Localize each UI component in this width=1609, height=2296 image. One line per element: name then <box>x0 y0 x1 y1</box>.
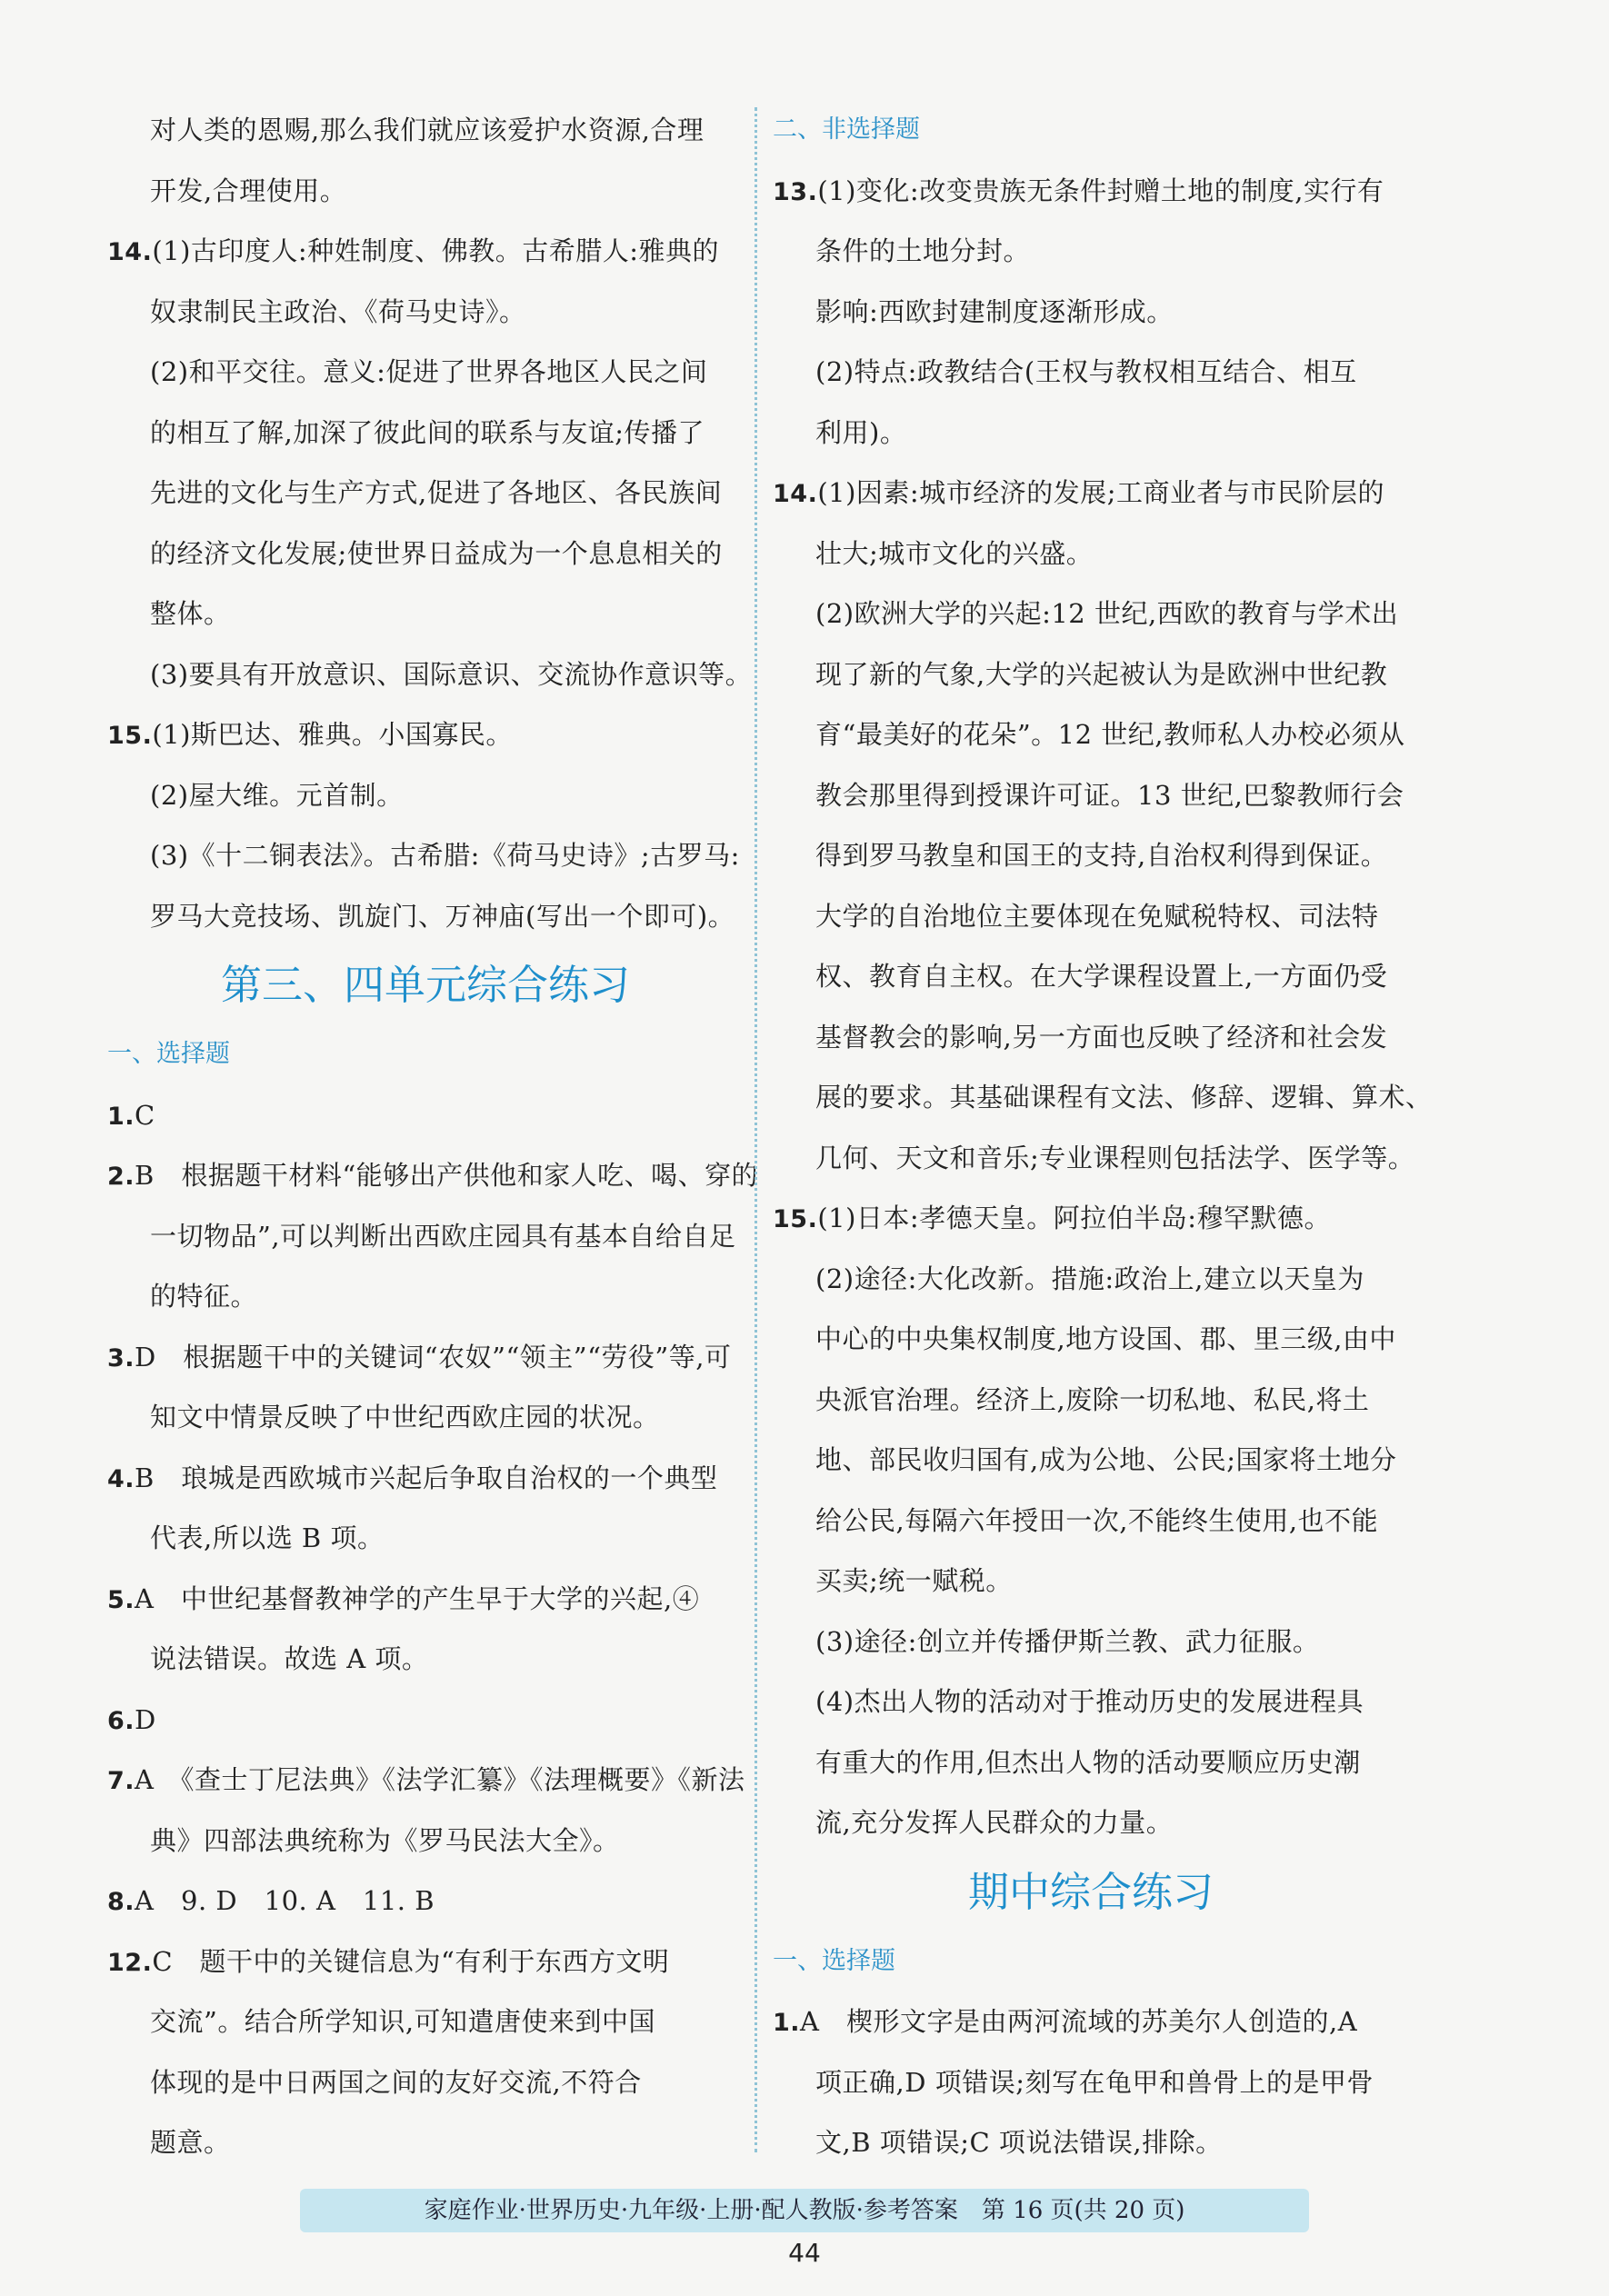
answer-text: 基督教会的影响,另一方面也反映了经济和社会发 <box>815 1021 1388 1053</box>
question-type-label: 一、选择题 <box>107 1040 230 1068</box>
section-heading: 第三、四单元综合练习 <box>220 961 630 1009</box>
question-number: 7. <box>107 1767 135 1795</box>
answer-text: 条件的土地分封。 <box>815 235 1031 266</box>
answer-text: 的相互了解,加深了彼此间的联系与友谊;传播了 <box>150 416 705 448</box>
answer-line <box>773 342 1409 403</box>
answer-text: 大学的自治地位主要体现在免赋税特权、司法特 <box>815 900 1379 932</box>
answer-text: 对人类的恩赐,那么我们就应该爱护水资源,合理 <box>150 115 705 145</box>
answer-line <box>773 1992 1409 2052</box>
answer-line <box>773 1007 1409 1068</box>
answer-text: 影响:西欧封建制度逐渐形成。 <box>815 295 1174 327</box>
answer-line <box>773 946 1409 1007</box>
answer-text: 买卖;统一赋税。 <box>815 1565 1013 1596</box>
answer-text: 开发,合理使用。 <box>150 175 347 206</box>
question-type-label: 二、非选择题 <box>773 115 920 144</box>
answer-text: C <box>135 1099 155 1131</box>
answer-text: 的经济文化发展;使世界日益成为一个息息相关的 <box>150 537 723 569</box>
answer-line <box>773 403 1409 464</box>
answer-text: 央派官治理。经济上,废除一切私地、私民,将土 <box>815 1383 1370 1415</box>
answer-text: 的特征。 <box>150 1281 258 1312</box>
answer-text: 得到罗马教皇和国王的支持,自治权利得到保证。 <box>815 840 1388 871</box>
answer-line <box>107 403 744 464</box>
answer-line <box>773 765 1409 826</box>
answer-text: 奴隶制民主政治、《荷马史诗》。 <box>150 295 526 327</box>
question-number: 4. <box>107 1464 135 1493</box>
question-number: 14. <box>107 238 153 266</box>
answer-line <box>107 1508 744 1569</box>
answer-text: 几何、天文和音乐;专业课程则包括法学、医学等。 <box>815 1142 1415 1173</box>
answer-text: 教会那里得到授课许可证。13 世纪,巴黎教师行会 <box>815 779 1404 811</box>
answer-text: (1)斯巴达、雅典。小国寡民。 <box>152 719 513 750</box>
answer-text: 育“最美好的花朵”。12 世纪,教师私人办校必须从 <box>815 719 1405 750</box>
answer-text: 一切物品”,可以判断出西欧庄园具有基本自给自足 <box>150 1220 736 1252</box>
answer-text: A 9. D 10. A 11. B <box>135 1885 435 1916</box>
answer-text: (2)欧洲大学的兴起:12 世纪,西欧的教育与学术出 <box>815 598 1399 629</box>
answer-text: (3)《十二铜表法》。古希腊:《荷马史诗》;古罗马: <box>150 840 740 871</box>
answer-line <box>107 1690 744 1751</box>
answer-text: 体现的是中日两国之间的友好交流,不符合 <box>150 2066 642 2098</box>
answer-line <box>773 704 1409 765</box>
answer-line <box>107 463 744 524</box>
question-number: 8. <box>107 1888 135 1916</box>
answer-line <box>107 524 744 584</box>
right-column <box>773 100 1433 2173</box>
answer-text: (2)和平交往。意义:促进了世界各地区人民之间 <box>150 356 708 387</box>
answer-text: (2)特点:政教结合(王权与教权相互结合、相互 <box>815 356 1357 387</box>
answer-line <box>773 2112 1409 2173</box>
answer-line <box>107 2112 744 2173</box>
answer-line <box>107 1750 744 1811</box>
answer-line <box>773 1551 1409 1612</box>
answer-text: 壮大;城市文化的兴盛。 <box>815 537 1094 569</box>
answer-line <box>773 2052 1409 2113</box>
answer-line <box>107 1327 744 1388</box>
answer-line <box>773 1491 1409 1552</box>
question-number: 12. <box>107 1948 153 1977</box>
answer-text: 题意。 <box>150 2127 231 2158</box>
answer-line <box>107 704 744 765</box>
answer-line <box>107 1145 759 1206</box>
answer-line <box>107 100 744 161</box>
answer-text: D 根据题干中的关键词“农奴”“领主”“劳役”等,可 <box>135 1341 732 1373</box>
answer-line <box>107 584 744 644</box>
answer-text: (2)途径:大化改新。措施:政治上,建立以天皇为 <box>815 1263 1364 1294</box>
answer-line <box>773 1792 1409 1853</box>
answer-line <box>107 342 744 403</box>
answer-text: 整体。 <box>150 598 231 629</box>
left-column <box>107 100 759 2173</box>
answer-text: (1)因素:城市经济的发展;工商业者与市民阶层的 <box>817 477 1384 508</box>
answer-text: 典》四部法典统称为《罗马民法大全》。 <box>150 1824 620 1856</box>
answer-line <box>107 1992 744 2052</box>
answer-line <box>107 221 744 282</box>
question-number: 1. <box>107 1102 135 1131</box>
answer-text: 文,B 项错误;C 项说法错误,排除。 <box>815 2127 1223 2158</box>
answer-text: (1)日本:孝德天皇。阿拉伯半岛:穆罕默德。 <box>817 1203 1331 1233</box>
answer-line <box>107 2052 744 2113</box>
section-heading: 期中综合练习 <box>967 1867 1214 1916</box>
answer-line <box>107 1085 744 1146</box>
answer-line <box>107 765 744 826</box>
answer-line <box>773 1672 1409 1732</box>
answer-text: 给公民,每隔六年授田一次,不能终生使用,也不能 <box>815 1504 1379 1536</box>
answer-text: (4)杰出人物的活动对于推动历史的发展进程具 <box>815 1686 1364 1717</box>
answer-text: (3)要具有开放意识、国际意识、交流协作意识等。 <box>150 658 753 690</box>
answer-line <box>107 1266 744 1327</box>
answer-text: (1)古印度人:种姓制度、佛教。古希腊人:雅典的 <box>152 235 719 266</box>
answer-text: 地、部民收归国有,成为公地、公民;国家将土地分 <box>815 1444 1397 1475</box>
answer-text: A 楔形文字是由两河流域的苏美尔人创造的,A <box>800 2006 1358 2037</box>
answer-text: (1)变化:改变贵族无条件封赠土地的制度,实行有 <box>817 175 1384 206</box>
question-number: 2. <box>107 1163 135 1191</box>
answer-line <box>773 1128 1415 1189</box>
answer-text: A 《查士丁尼法典》《法学汇纂》《法理概要》《新法 <box>135 1764 745 1795</box>
question-type-label: 一、选择题 <box>773 1946 895 1975</box>
answer-line <box>107 1206 744 1267</box>
answer-text: 交流”。结合所学知识,可知遣唐使来到中国 <box>150 2006 656 2037</box>
answer-line <box>773 524 1409 584</box>
answer-line <box>773 1067 1433 1128</box>
answer-line <box>773 644 1409 705</box>
question-number: 15. <box>773 1205 818 1233</box>
question-number: 13. <box>773 177 818 206</box>
answer-line <box>773 1370 1409 1431</box>
answer-text: 先进的文化与生产方式,促进了各地区、各民族间 <box>150 477 723 508</box>
answer-text: 代表,所以选 B 项。 <box>150 1522 385 1553</box>
answer-text: C 题干中的关键信息为“有利于东西方文明 <box>152 1945 670 1977</box>
answer-line <box>773 584 1409 644</box>
answer-text: D <box>135 1703 156 1735</box>
answer-text: 有重大的作用,但杰出人物的活动要顺应历史潮 <box>815 1746 1361 1778</box>
answer-line <box>773 1612 1409 1672</box>
footer-banner: 家庭作业·世界历史·九年级·上册·配人教版·参考答案 第 16 页(共 20 页) <box>300 2189 1309 2232</box>
answer-text: 利用)。 <box>815 416 907 448</box>
answer-line <box>773 161 1409 222</box>
answer-text: 权、教育自主权。在大学课程设置上,一方面仍受 <box>815 961 1388 992</box>
answer-text: 说法错误。故选 A 项。 <box>150 1643 429 1674</box>
column-divider <box>755 107 757 2152</box>
answer-line <box>107 282 744 343</box>
answer-line <box>107 161 744 222</box>
answer-line <box>773 221 1409 282</box>
answer-text: 项正确,D 项错误;刻写在龟甲和兽骨上的是甲骨 <box>815 2066 1374 2098</box>
answer-text: B 根据题干材料“能够出产供他和家人吃、喝、穿的 <box>135 1160 759 1191</box>
answer-text: A 中世纪基督教神学的产生早于大学的兴起,④ <box>135 1582 700 1614</box>
answer-text: 流,充分发挥人民群众的力量。 <box>815 1807 1174 1838</box>
answer-text: (3)途径:创立并传播伊斯兰教、武力征服。 <box>815 1625 1320 1657</box>
answer-text: 知文中情景反映了中世纪西欧庄园的状况。 <box>150 1402 660 1433</box>
answer-text: (2)屋大维。元首制。 <box>150 779 404 811</box>
answer-line <box>107 825 744 886</box>
answer-line <box>773 825 1409 886</box>
answer-text: B 琅城是西欧城市兴起后争取自治权的一个典型 <box>135 1462 718 1493</box>
question-number: 6. <box>107 1706 135 1735</box>
answer-text: 罗马大竞技场、凯旋门、万神庙(写出一个即可)。 <box>150 900 735 932</box>
answer-line <box>773 1249 1409 1310</box>
question-number: 3. <box>107 1343 135 1373</box>
question-number: 1. <box>773 2009 801 2037</box>
answer-line <box>107 1871 744 1932</box>
answer-line <box>773 1188 1409 1249</box>
answer-line <box>773 1309 1409 1370</box>
answer-line <box>773 282 1409 343</box>
answer-line <box>107 1932 744 1992</box>
answer-line <box>773 1732 1409 1793</box>
answer-line <box>107 886 744 947</box>
answer-line <box>773 1430 1409 1491</box>
answer-line <box>773 463 1409 524</box>
answer-line <box>107 1629 744 1690</box>
answer-line <box>107 644 753 705</box>
question-number: 14. <box>773 480 818 508</box>
page-number: 44 <box>788 2238 821 2268</box>
answer-line <box>107 1811 744 1872</box>
answer-line <box>107 1569 744 1630</box>
question-number: 5. <box>107 1585 135 1614</box>
answer-line <box>107 1387 744 1448</box>
answer-text: 展的要求。其基础课程有文法、修辞、逻辑、算术、 <box>815 1082 1433 1113</box>
answer-text: 现了新的气象,大学的兴起被认为是欧洲中世纪教 <box>815 658 1388 690</box>
answer-line <box>107 1448 744 1509</box>
question-number: 15. <box>107 722 153 750</box>
answer-line <box>773 886 1409 947</box>
answer-text: 中心的中央集权制度,地方设国、郡、里三级,由中 <box>815 1323 1396 1354</box>
